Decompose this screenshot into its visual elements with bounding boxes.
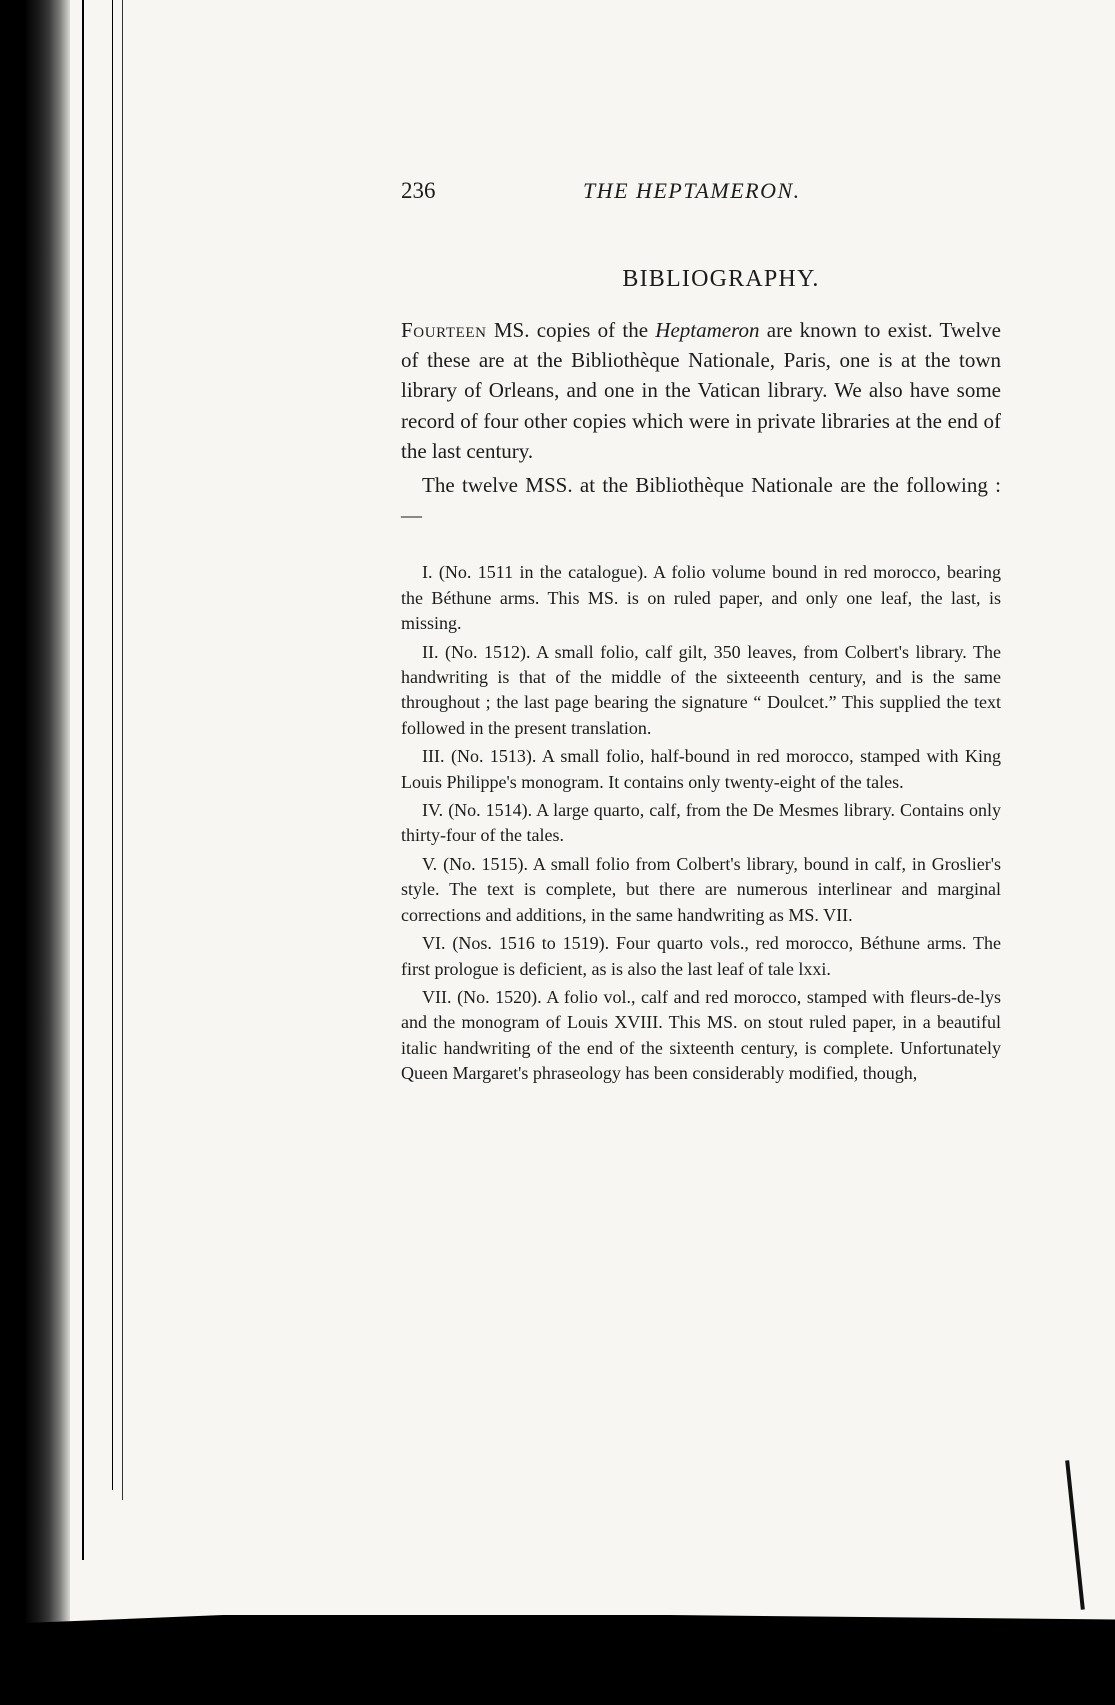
entry-number: IV. [422, 800, 444, 821]
section-title: BIBLIOGRAPHY. [622, 266, 820, 292]
page-curl-mark [1065, 1460, 1085, 1610]
manuscript-entry [401, 640, 1001, 742]
manuscript-entry [401, 560, 1001, 636]
intro-paragraph: The twelve MSS. at the Bibliothèque Nationale are the following :— [401, 473, 1001, 528]
entry-text: (No. 1512). A small folio, calf gilt, 350 leaves, from Colbert's library. The handwriting is that of the middle of the sixteeenth century, and is the same throughout ; the last page bearing the signature “ Doulcet.” This supplied the text followed in the present translation. [401, 641, 1001, 738]
book-page [401, 178, 1001, 1090]
manuscript-entry [401, 852, 1001, 928]
entry-text: (No. 1515). A small folio from Colbert's library, bound in calf, in Groslier's style. The text is complete, but there are numerous interlinear and marginal corrections and additions, in the same handwriting as MS. VII. [401, 853, 1001, 925]
binding-rule [112, 0, 113, 1490]
entry-number: V. [422, 853, 438, 874]
binding-rule [122, 0, 123, 1500]
entry-text: (No. 1520). A folio vol., calf and red morocco, stamped with fleurs-de-lys and the monogram of Louis XVIII. This MS. on stout ruled paper, in a beautiful italic handwriting of the end of the sixteenth century, is complete. Unfortunately Queen Margaret's phraseology has been considerably modified, though, [401, 986, 1001, 1084]
entry-number: III. [422, 746, 445, 767]
book-title-italic: Heptameron [655, 318, 760, 342]
entry-text: (Nos. 1516 to 1519). Four quarto vols., red morocco, Béthune arms. The first prologue is deficient, as is also the last leaf of tale lxxi. [401, 933, 1001, 979]
entry-number: II. [422, 641, 439, 662]
running-head [401, 178, 1001, 210]
book-binding-shadow [0, 0, 70, 1705]
intro-lead-word: Fourteen [401, 318, 487, 342]
intro-paragraph [401, 315, 1001, 466]
intro-text [401, 315, 1001, 530]
entry-text: (No. 1514). A large quarto, calf, from the De Mesmes library. Contains only thirty-four of the tales. [401, 800, 1001, 846]
page-number: 236 [401, 178, 436, 203]
manuscript-entry [401, 744, 1001, 795]
scan-bottom-shadow [0, 1615, 1115, 1705]
manuscript-entry [401, 931, 1001, 982]
intro-text-run: are known to exist. Twelve of these are at the Bibliothèque Nationale, Paris, one is at the town library of Orleans, and one in the Vatican library. We also have some record of four other copies which were in private libraries at the end of the last century. [401, 318, 1001, 463]
entry-text: (No. 1511 in the catalogue). A folio volume bound in red morocco, bearing the Béthune arms. This MS. is on ruled paper, and only one leaf, the last, is missing. [401, 562, 1002, 634]
running-title: THE HEPTAMERON. [583, 178, 801, 203]
entry-number: VI. [422, 933, 446, 954]
binding-rule [82, 0, 84, 1560]
entry-number: I. [422, 562, 433, 583]
entry-text: (No. 1513). A small folio, half-bound in red morocco, stamped with King Louis Philippe's monogram. It contains only twenty-eight of the tales. [401, 746, 1001, 792]
manuscript-entry [401, 985, 1001, 1087]
manuscript-list [401, 560, 1001, 1086]
entry-number: VII. [422, 986, 452, 1007]
intro-text-run: MS. copies of the [486, 318, 656, 342]
manuscript-entry [401, 798, 1001, 849]
